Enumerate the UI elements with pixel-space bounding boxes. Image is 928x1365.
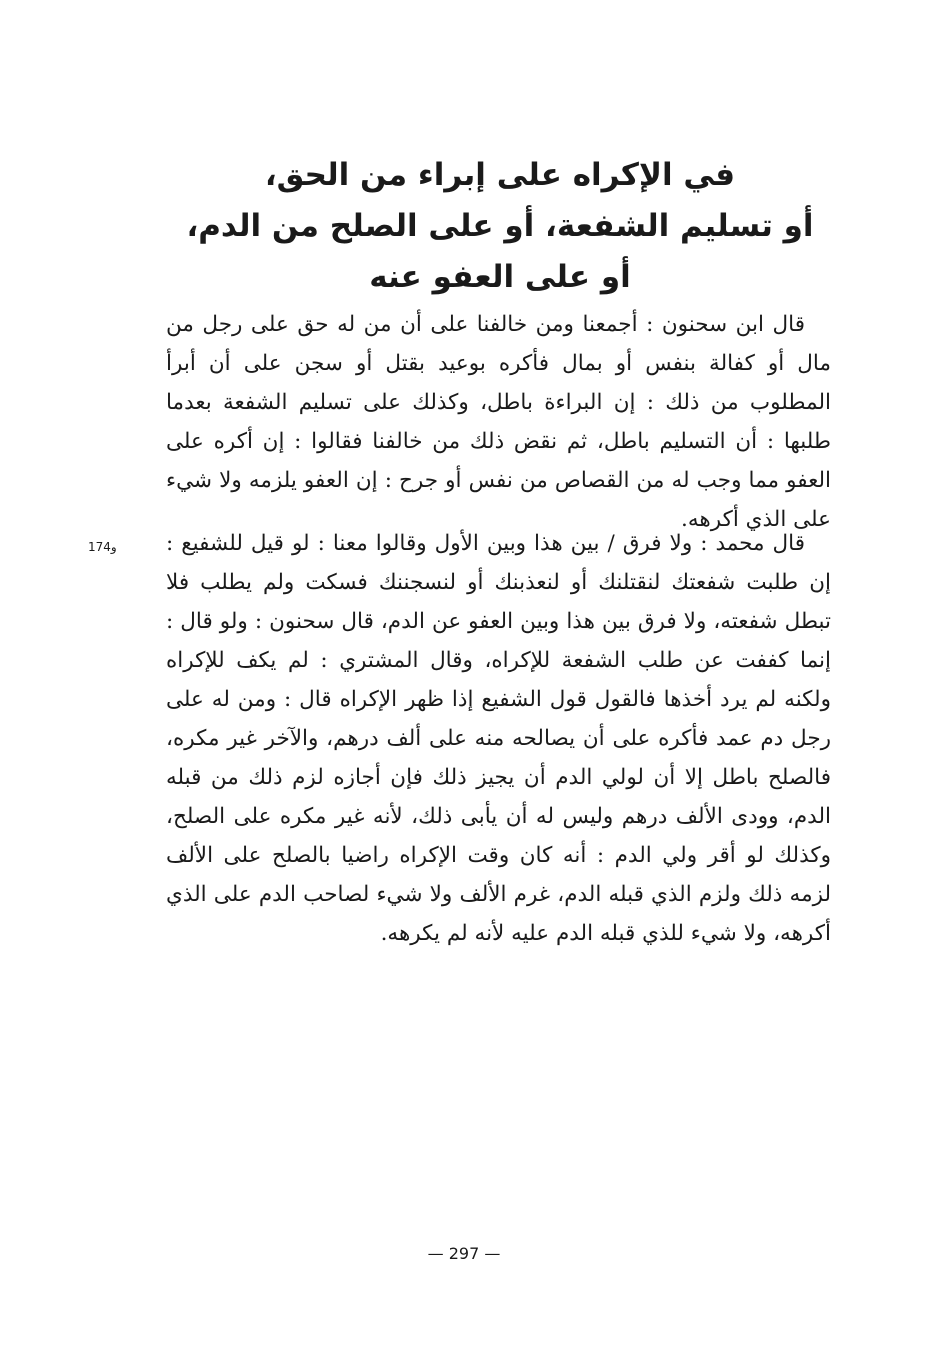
title-line-2: أو تسليم الشفعة، أو على الصلح من الدم، (186, 208, 814, 244)
paragraph-1-text: قال ابن سحنون : أجمعنا ومن خالفنا على أن من له حق على رجل من مال أو كفالة بنفس أو بمال فأكره بوعيد بقتل أو سجن على أن أبرأ المطلوب من ذلك : إن البراءة باطل، وكذلك على تسليم الشفعة بعدما طلبها : أن التسليم باطل، ثم نقض ذلك من خالفنا فقالوا : إن أكره على العفو مما وجب له من القصاص من نفس أو جرح : إن العفو يلزمه ولا شيء على الذي أكرهه. (166, 312, 831, 532)
paragraph-2-text: قال محمد : ولا فرق / بين هذا وبين الأول وقالوا معنا : لو قيل للشفيع : إن طلبت شفعتك لنقتلنك أو لنعذبنك أو لنسجننك فسكت ولم يطلب فلا تبطل شفعته، ولا فرق بين هذا وبين العفو عن الدم، قال سحنون : ولو قال : إنما كففت عن طلب الشفعة للإكراه، وقال المشتري : لم يكف للإكراه ولكنه لم يرد أخذها فالقول قول الشفيع إذا ظهر الإكراه قال : ومن له على رجل دم عمد فأكره على أن يصالحه منه على ألف درهم، والآخر غير مكره، فالصلح باطل إلا أن لولي الدم أن يجيز ذلك فإن أجازه لزم ذلك من قبله الدم، وودى الألف درهم وليس له أن يأبى ذلك، لأنه غير مكره على الصلح، وكذلك لو أقر ولي الدم : أنه كان وقت الإكراه راضيا بالصلح على الألف لزمه ذلك ولزم الذي قبله الدم، غرم الألف ولا شيء لصاحب الدم على الذي أكرهه، ولا شيء للذي قبله الدم عليه لأنه لم يكرهه. (166, 531, 831, 946)
title-line-1: في الإكراه على إبراء من الحق، (264, 157, 736, 193)
page-number: — 297 — (427, 1244, 501, 1263)
paragraph-1 (166, 305, 831, 539)
chapter-title (160, 150, 840, 303)
title-line-3: أو على العفو عنه (369, 259, 631, 295)
manuscript-folio-note: 174و (88, 540, 117, 554)
paragraph-2 (166, 524, 831, 953)
